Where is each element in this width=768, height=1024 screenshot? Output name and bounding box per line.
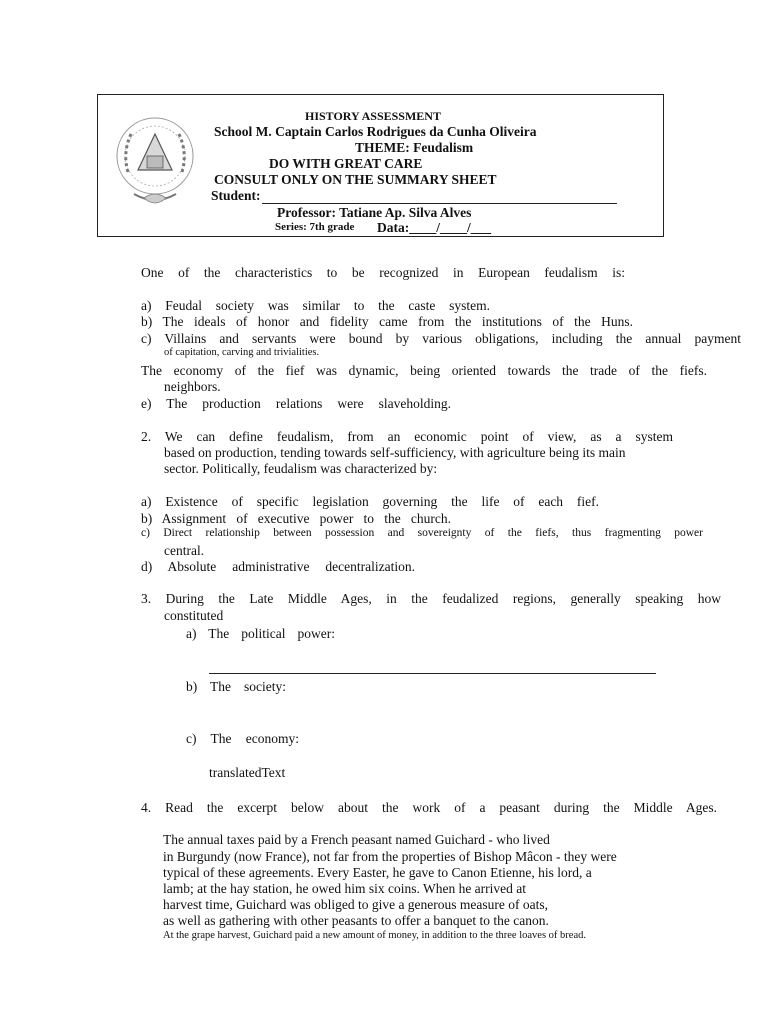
school-crest-logo (114, 112, 196, 212)
q2-stem-line2: based on production, tending towards self-sufficiency, with agriculture being its main (164, 445, 626, 460)
q2-stem-line3: sector. Politically, feudalism was characterized by: (164, 461, 438, 476)
q4-excerpt-line6: as well as gathering with other peasants to offer a banquet to the canon. (163, 913, 549, 928)
q4-excerpt-line4: lamb; at the hay station, he owed him six coins. When he arrived at (163, 881, 527, 896)
q3-item-c: c) The economy: (186, 731, 299, 746)
assessment-title: HISTORY ASSESSMENT (305, 109, 441, 123)
q3-item-b: b) The society: (186, 679, 286, 694)
q4-excerpt-line2: in Burgundy (now France), not far from the properties of Bishop Mâcon - they were (163, 849, 617, 864)
care-instruction: DO WITH GREAT CARE (269, 156, 423, 171)
q4-excerpt-line1: The annual taxes paid by a French peasant named Guichard - who lived (163, 832, 550, 847)
series-label: Series: 7th grade (275, 221, 355, 233)
q2-option-d[interactable]: d) Absolute administrative decentralization. (141, 559, 415, 574)
q3-stem-line1: 3. During the Late Middle Ages, in the feudalized regions, generally speaking how (141, 591, 721, 606)
q4-excerpt-line7: At the grape harvest, Guichard paid a new amount of money, in addition to the three loaves of bread. (163, 930, 586, 941)
q1-option-a[interactable]: a) Feudal society was similar to the caste system. (141, 298, 490, 313)
q3-item-a: a) The political power: (186, 626, 335, 641)
date-field[interactable]: Data:____/____/___ (377, 220, 491, 235)
professor-name: Professor: Tatiane Ap. Silva Alves (277, 205, 472, 220)
q2-stem-line1: 2. We can define feudalism, from an economic point of view, as a system (141, 429, 673, 444)
q1-option-d-cont: neighbors. (164, 379, 221, 394)
q4-excerpt-line3: typical of these agreements. Every Easter, he gave to Canon Etienne, his lord, a (163, 865, 592, 880)
student-name-line[interactable] (262, 203, 617, 204)
q2-option-a[interactable]: a) Existence of specific legislation governing the life of each fief. (141, 494, 599, 509)
school-name: School M. Captain Carlos Rodrigues da Cunha Oliveira (214, 124, 537, 139)
q1-option-b[interactable]: b) The ideals of honor and fidelity came from the institutions of the Huns. (141, 314, 633, 329)
q1-option-c-cont: of capitation, carving and trivialities. (164, 347, 320, 358)
q3-stem-line2: constituted (164, 608, 224, 623)
consult-instruction: CONSULT ONLY ON THE SUMMARY SHEET (214, 172, 497, 187)
q1-option-e[interactable]: e) The production relations were slaveholding. (141, 396, 451, 411)
q1-stem: One of the characteristics to be recognized in European feudalism is: (141, 265, 625, 280)
q3-placeholder-text: translatedText (209, 765, 286, 780)
theme-label: THEME: Feudalism (355, 140, 474, 155)
q2-option-b[interactable]: b) Assignment of executive power to the church. (141, 511, 451, 526)
q4-stem: 4. Read the excerpt below about the work of a peasant during the Middle Ages. (141, 800, 717, 815)
q1-option-d[interactable]: The economy of the fief was dynamic, being oriented towards the trade of the fiefs. (141, 363, 707, 378)
q1-option-c[interactable]: c) Villains and servants were bound by various obligations, including the annual payment (141, 331, 741, 346)
q3-answer-line-a[interactable] (209, 673, 656, 674)
student-label: Student: (211, 188, 261, 203)
q4-excerpt-line5: harvest time, Guichard was obliged to give a generous measure of oats, (163, 897, 549, 912)
q2-option-c-cont: central. (164, 543, 205, 558)
q2-option-c[interactable]: c) Direct relationship between possession and sovereignty of the fiefs, thus fragmenting power (141, 527, 703, 539)
